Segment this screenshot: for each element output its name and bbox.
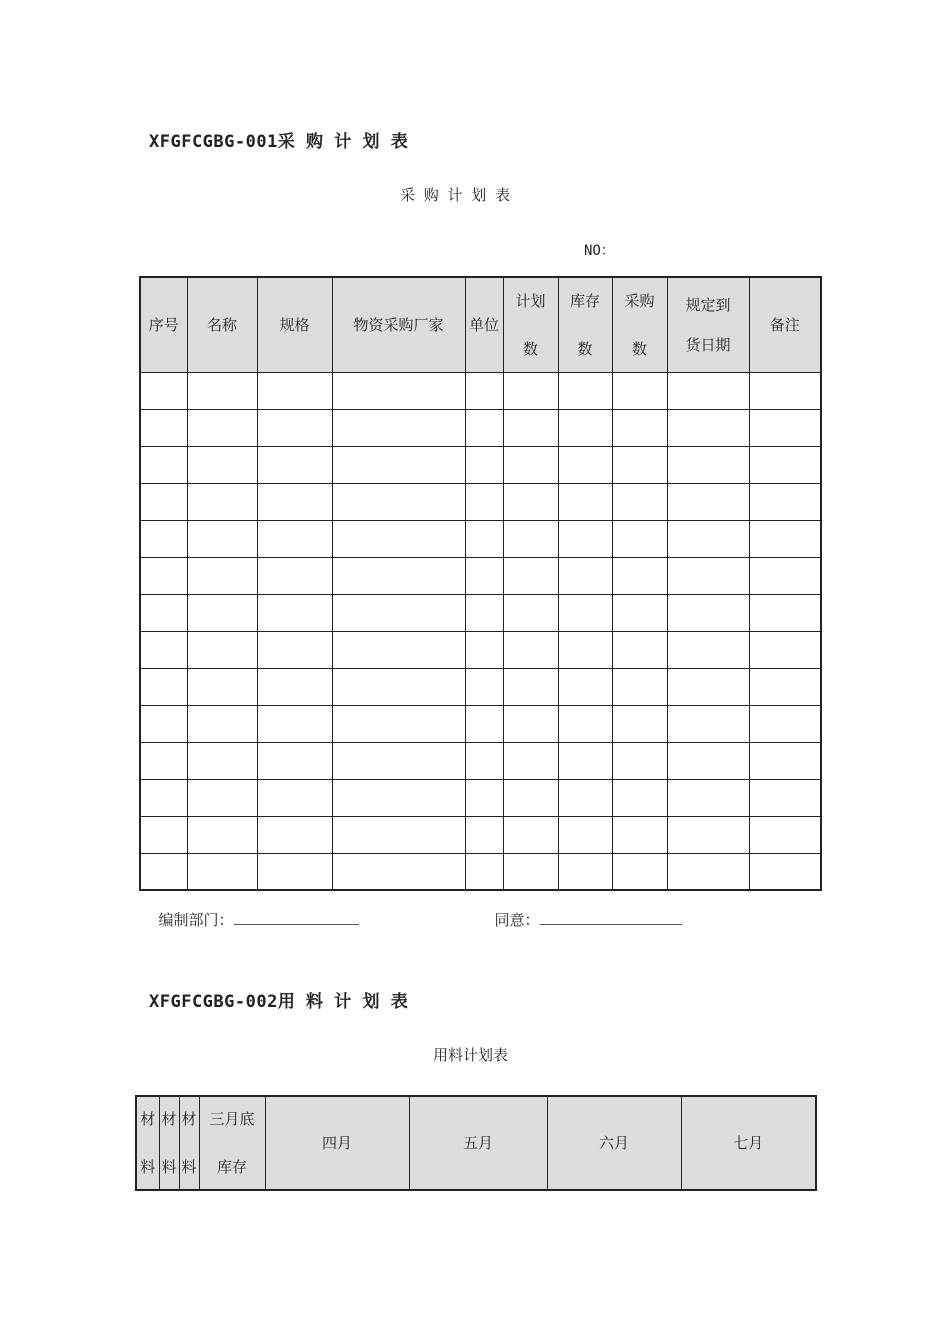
- table-cell[interactable]: [612, 668, 667, 705]
- table-cell[interactable]: [612, 594, 667, 631]
- table-row: [140, 520, 821, 557]
- table-cell[interactable]: [749, 705, 821, 742]
- material-header-cell: 七月: [681, 1096, 816, 1190]
- table-cell[interactable]: [612, 705, 667, 742]
- table-cell[interactable]: [465, 594, 503, 631]
- table-cell[interactable]: [558, 668, 612, 705]
- table-cell[interactable]: [749, 372, 821, 409]
- table-cell[interactable]: [332, 446, 465, 483]
- table-cell[interactable]: [749, 631, 821, 668]
- table-cell[interactable]: [503, 631, 558, 668]
- table-cell[interactable]: [257, 816, 332, 853]
- table-cell[interactable]: [140, 705, 187, 742]
- table-cell[interactable]: [140, 372, 187, 409]
- header-line-1: 库存: [569, 291, 600, 310]
- table-cell[interactable]: [749, 594, 821, 631]
- table-cell[interactable]: [140, 409, 187, 446]
- table-cell[interactable]: [257, 853, 332, 890]
- table-cell[interactable]: [612, 742, 667, 779]
- table-cell[interactable]: [187, 853, 257, 890]
- table-cell[interactable]: [749, 853, 821, 890]
- table-cell[interactable]: [187, 446, 257, 483]
- table-cell[interactable]: [749, 483, 821, 520]
- table-cell[interactable]: [332, 705, 465, 742]
- table-cell[interactable]: [465, 409, 503, 446]
- table-row: [140, 446, 821, 483]
- header-line-2: 数: [577, 339, 593, 358]
- section2-title: 用料计划表: [433, 1046, 509, 1064]
- table-cell[interactable]: [140, 779, 187, 816]
- table-cell[interactable]: [612, 372, 667, 409]
- table-cell[interactable]: [749, 446, 821, 483]
- header-line-2: 料: [181, 1158, 197, 1176]
- table-cell[interactable]: [257, 483, 332, 520]
- table-cell[interactable]: [257, 409, 332, 446]
- table-cell[interactable]: [558, 594, 612, 631]
- header-line-1: 规定到: [685, 295, 731, 314]
- purchase-header-cell: 名称: [187, 277, 257, 372]
- footer-approve: [485, 891, 682, 930]
- material-header-cell: 五月: [409, 1096, 547, 1190]
- table-cell[interactable]: [187, 631, 257, 668]
- purchase-header-cell: 规格: [257, 277, 332, 372]
- footer-dept: [149, 891, 359, 930]
- material-header-cell: [159, 1096, 179, 1190]
- purchase-header-cell: [612, 277, 667, 372]
- table-cell[interactable]: [465, 853, 503, 890]
- table-cell[interactable]: [465, 483, 503, 520]
- table-cell[interactable]: [612, 409, 667, 446]
- table-cell[interactable]: [140, 594, 187, 631]
- section2-heading: XFGFCGBG-002用 料 计 划 表: [149, 992, 409, 1012]
- table-cell[interactable]: [749, 742, 821, 779]
- table-cell[interactable]: [140, 483, 187, 520]
- table-cell[interactable]: [140, 520, 187, 557]
- table-cell[interactable]: [332, 742, 465, 779]
- table-cell[interactable]: [465, 705, 503, 742]
- table-cell[interactable]: [558, 853, 612, 890]
- table-cell[interactable]: [465, 520, 503, 557]
- table-cell[interactable]: [667, 483, 749, 520]
- table-cell[interactable]: [257, 446, 332, 483]
- table-cell[interactable]: [558, 705, 612, 742]
- table-cell[interactable]: [465, 742, 503, 779]
- table-cell[interactable]: [503, 668, 558, 705]
- table-row: [140, 816, 821, 853]
- table-cell[interactable]: [187, 742, 257, 779]
- table-row: [140, 409, 821, 446]
- material-header-cell: [136, 1096, 159, 1190]
- table-cell[interactable]: [503, 409, 558, 446]
- table-cell[interactable]: [503, 594, 558, 631]
- table-cell[interactable]: [332, 372, 465, 409]
- table-cell[interactable]: [140, 668, 187, 705]
- section1-heading: XFGFCGBG-001采 购 计 划 表: [149, 132, 409, 152]
- table-cell[interactable]: [465, 816, 503, 853]
- purchase-header-cell: [558, 277, 612, 372]
- table-cell[interactable]: [187, 705, 257, 742]
- table-cell[interactable]: [667, 779, 749, 816]
- table-cell[interactable]: [667, 446, 749, 483]
- table-cell[interactable]: [612, 446, 667, 483]
- purchase-header-cell: 单位: [465, 277, 503, 372]
- table-cell[interactable]: [558, 520, 612, 557]
- table-cell[interactable]: [332, 668, 465, 705]
- purchase-header-cell: [503, 277, 558, 372]
- table-cell[interactable]: [332, 557, 465, 594]
- header-line-2: 库存: [216, 1158, 247, 1176]
- table-cell[interactable]: [667, 520, 749, 557]
- table-cell[interactable]: [558, 557, 612, 594]
- table-cell[interactable]: [187, 816, 257, 853]
- table-cell[interactable]: [257, 631, 332, 668]
- table-cell[interactable]: [332, 631, 465, 668]
- header-line-2: 料: [161, 1158, 177, 1176]
- table-cell[interactable]: [187, 594, 257, 631]
- header-line-1: 材: [181, 1110, 197, 1128]
- table-cell[interactable]: [465, 631, 503, 668]
- table-cell[interactable]: [140, 557, 187, 594]
- table-cell[interactable]: [503, 853, 558, 890]
- table-cell[interactable]: [332, 779, 465, 816]
- table-cell[interactable]: [187, 483, 257, 520]
- header-line-1: 计划: [515, 291, 546, 310]
- table-cell[interactable]: [465, 557, 503, 594]
- table-cell[interactable]: [187, 779, 257, 816]
- table-row: [140, 483, 821, 520]
- table-cell[interactable]: [749, 816, 821, 853]
- table-row: [140, 853, 821, 890]
- table-cell[interactable]: [612, 853, 667, 890]
- material-plan-table: [135, 1095, 817, 1191]
- table-row: [140, 668, 821, 705]
- table-cell[interactable]: [558, 483, 612, 520]
- table-cell[interactable]: [558, 631, 612, 668]
- table-cell[interactable]: [503, 779, 558, 816]
- table-cell[interactable]: [667, 372, 749, 409]
- approve-input-line[interactable]: [540, 912, 682, 925]
- table-cell[interactable]: [187, 520, 257, 557]
- no-label: NO：: [584, 243, 615, 259]
- header-line-2: 货日期: [685, 335, 731, 354]
- table-cell[interactable]: [257, 594, 332, 631]
- table-cell[interactable]: [667, 409, 749, 446]
- table-cell[interactable]: [667, 853, 749, 890]
- table-cell[interactable]: [257, 705, 332, 742]
- table-cell[interactable]: [140, 853, 187, 890]
- material-header-cell: 四月: [265, 1096, 409, 1190]
- table-cell[interactable]: [612, 779, 667, 816]
- table-row: [140, 705, 821, 742]
- table-cell[interactable]: [749, 557, 821, 594]
- table-row: [140, 742, 821, 779]
- table-cell[interactable]: [257, 520, 332, 557]
- table-cell[interactable]: [503, 742, 558, 779]
- approve-label: 同意：: [494, 911, 540, 929]
- section1-title: 采 购 计 划 表: [400, 186, 513, 204]
- table-cell[interactable]: [257, 557, 332, 594]
- table-cell[interactable]: [332, 816, 465, 853]
- header-line-2: 数: [631, 339, 647, 358]
- header-line-2: 数: [522, 339, 538, 358]
- table-row: [140, 372, 821, 409]
- table-cell[interactable]: [187, 557, 257, 594]
- table-cell[interactable]: [187, 372, 257, 409]
- material-header-row: [136, 1096, 816, 1190]
- table-cell[interactable]: [332, 409, 465, 446]
- dept-input-line[interactable]: [234, 912, 359, 925]
- table-cell[interactable]: [465, 779, 503, 816]
- table-cell[interactable]: [558, 742, 612, 779]
- header-line-2: 料: [140, 1158, 156, 1176]
- table-cell[interactable]: [667, 557, 749, 594]
- header-line-1: 材: [140, 1110, 156, 1128]
- table-cell[interactable]: [257, 668, 332, 705]
- purchase-header-cell: 序号: [140, 277, 187, 372]
- table-cell[interactable]: [503, 446, 558, 483]
- table-cell[interactable]: [558, 372, 612, 409]
- table-cell[interactable]: [612, 816, 667, 853]
- table-cell[interactable]: [503, 372, 558, 409]
- table-cell[interactable]: [140, 631, 187, 668]
- table-cell[interactable]: [667, 631, 749, 668]
- table-cell[interactable]: [667, 668, 749, 705]
- dept-label: 编制部门：: [158, 911, 234, 929]
- material-header-cell: [179, 1096, 199, 1190]
- table-cell[interactable]: [465, 446, 503, 483]
- table-cell[interactable]: [257, 742, 332, 779]
- table-cell[interactable]: [612, 557, 667, 594]
- table-cell[interactable]: [332, 520, 465, 557]
- table-cell[interactable]: [187, 409, 257, 446]
- table-cell[interactable]: [558, 409, 612, 446]
- table-cell[interactable]: [558, 446, 612, 483]
- table-cell[interactable]: [558, 779, 612, 816]
- table-row: [140, 779, 821, 816]
- table-cell[interactable]: [667, 594, 749, 631]
- table-cell[interactable]: [749, 779, 821, 816]
- table-row: [140, 594, 821, 631]
- header-line-1: 材: [161, 1110, 177, 1128]
- purchase-header-cell: [667, 277, 749, 372]
- purchase-header-cell: 备注: [749, 277, 821, 372]
- table-cell[interactable]: [612, 520, 667, 557]
- table-cell[interactable]: [257, 372, 332, 409]
- table-cell[interactable]: [140, 816, 187, 853]
- table-cell[interactable]: [558, 816, 612, 853]
- table-cell[interactable]: [503, 816, 558, 853]
- table-cell[interactable]: [503, 520, 558, 557]
- purchase-header-cell: 物资采购厂家: [332, 277, 465, 372]
- table-row: [140, 557, 821, 594]
- header-line-1: 采购: [624, 291, 655, 310]
- table-cell[interactable]: [749, 668, 821, 705]
- table-cell[interactable]: [503, 557, 558, 594]
- table-cell[interactable]: [667, 816, 749, 853]
- table-cell[interactable]: [140, 446, 187, 483]
- table-cell[interactable]: [465, 372, 503, 409]
- header-line-1: 三月底: [209, 1110, 255, 1128]
- table-cell[interactable]: [749, 409, 821, 446]
- table-cell[interactable]: [667, 742, 749, 779]
- purchase-header-row: [140, 277, 821, 372]
- table-cell[interactable]: [257, 779, 332, 816]
- table-cell[interactable]: [667, 705, 749, 742]
- table-cell[interactable]: [465, 668, 503, 705]
- table-cell[interactable]: [612, 483, 667, 520]
- material-header-cell: [199, 1096, 265, 1190]
- purchase-plan-table: [139, 276, 822, 891]
- table-cell[interactable]: [503, 483, 558, 520]
- table-row: [140, 631, 821, 668]
- table-cell[interactable]: [332, 483, 465, 520]
- table-cell[interactable]: [140, 742, 187, 779]
- table-cell[interactable]: [187, 668, 257, 705]
- table-cell[interactable]: [749, 520, 821, 557]
- material-header-cell: 六月: [547, 1096, 681, 1190]
- table-cell[interactable]: [503, 705, 558, 742]
- table-cell[interactable]: [332, 853, 465, 890]
- table-cell[interactable]: [612, 631, 667, 668]
- table-cell[interactable]: [332, 594, 465, 631]
